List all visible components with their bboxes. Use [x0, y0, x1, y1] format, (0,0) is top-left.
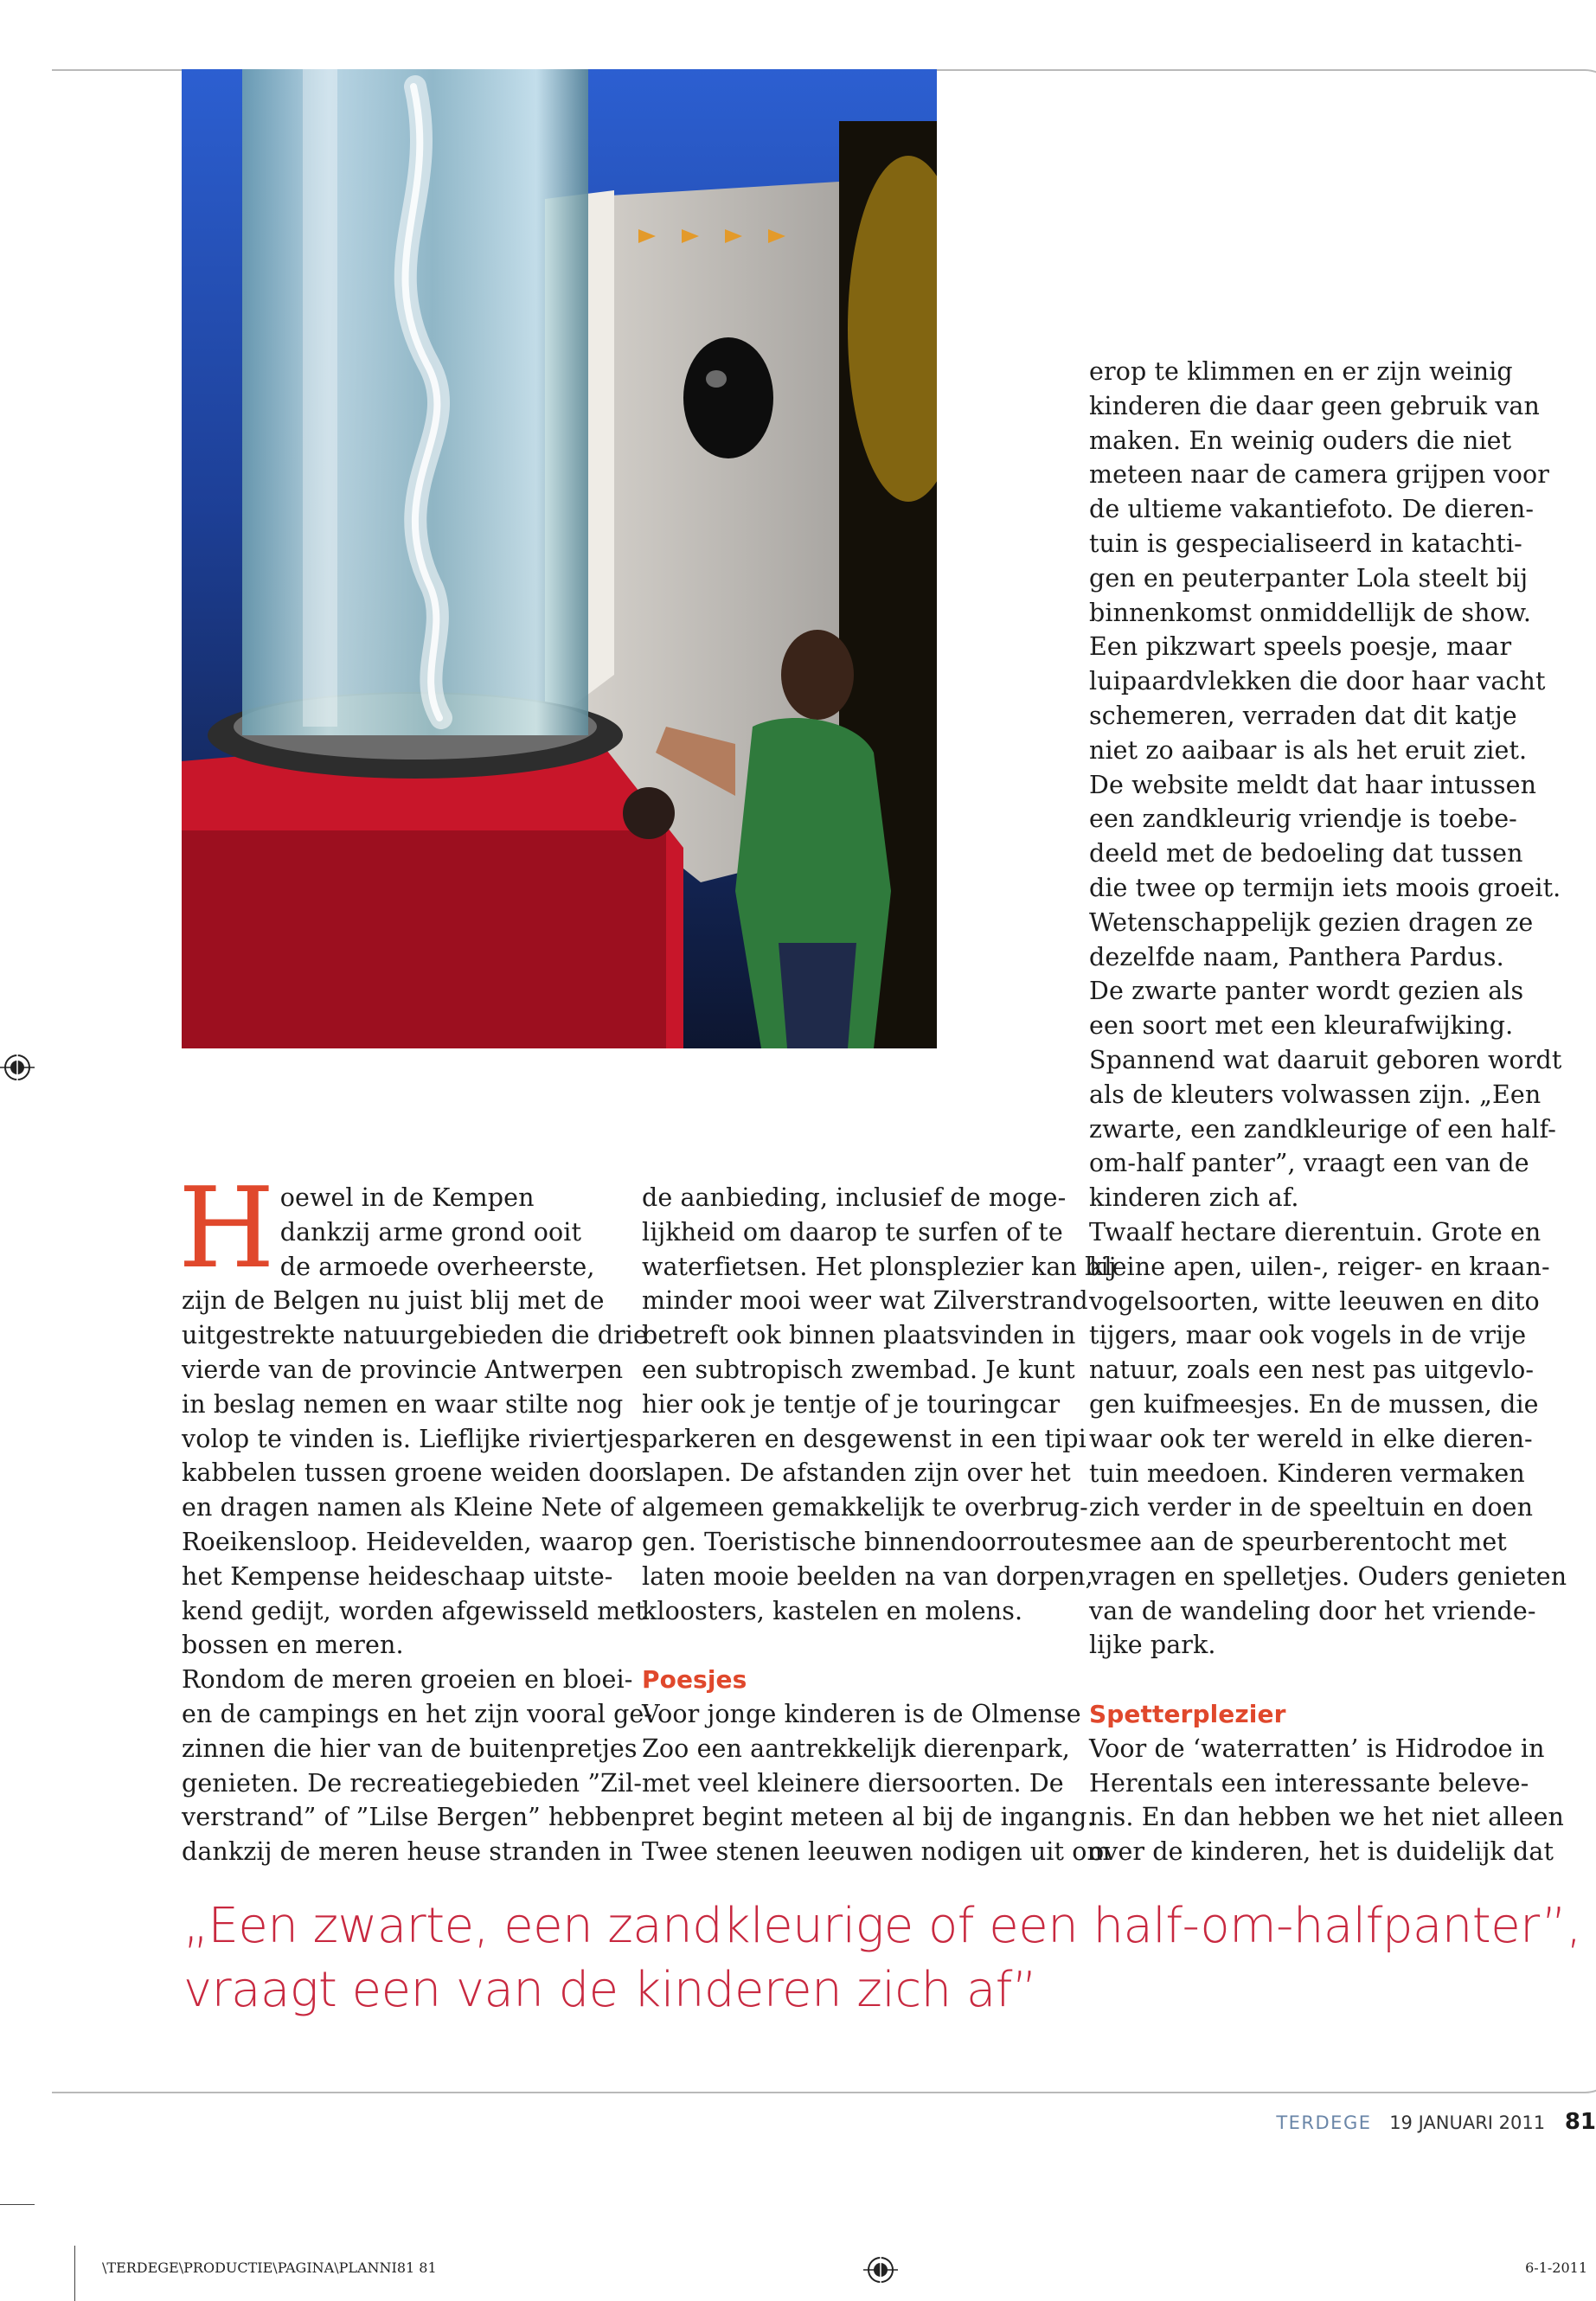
production-slug-path: \TERDEGE\PRODUCTIE\PAGINA\PLANNI81 81 — [102, 2259, 437, 2276]
article-column-1 — [178, 1164, 653, 1869]
text-line: vogelsoorten, witte leeuwen en dito — [1089, 1286, 1540, 1316]
section-subheading: Poesjes — [642, 1665, 747, 1695]
text-line: verstrand” of ”Lilse Bergen” hebben — [182, 1803, 642, 1832]
text-line: mee aan de speurberentocht met — [1089, 1528, 1507, 1557]
text-line: de aanbieding, inclusief de moge- — [642, 1183, 1067, 1212]
text-line: bossen en meren. — [182, 1631, 404, 1660]
crop-mark-left — [0, 2204, 35, 2205]
text-line: Zoo een aantrekkelijk dierenpark, — [642, 1734, 1070, 1763]
text-line: en de campings en het zijn vooral ge- — [182, 1699, 653, 1728]
text-line: zich verder in de speeltuin en doen — [1089, 1493, 1534, 1522]
text-line: volop te vinden is. Lieflijke riviertjes — [182, 1424, 643, 1453]
text-line: kinderen die daar geen gebruik van — [1089, 391, 1540, 420]
article-column-2 — [642, 1181, 1117, 1869]
text-line: als de kleuters volwassen zijn. „Een — [1089, 1080, 1542, 1109]
text-line: het Kempense heideschaap uitste- — [182, 1561, 613, 1591]
text-line: gen kuifmeesjes. En de mussen, die — [1089, 1389, 1539, 1419]
text-line: Roeikensloop. Heidevelden, waarop — [182, 1527, 633, 1556]
text-line: kend gedijt, worden afgewisseld met — [182, 1596, 645, 1625]
page-number: 81 — [1564, 2109, 1596, 2135]
pull-quote-line: vraagt een van de kinderen zich af” — [183, 1962, 1037, 2018]
article-column-3 — [1089, 355, 1567, 1869]
text-line: lijkheid om daarop te surfen of te — [642, 1217, 1063, 1247]
drop-cap: H — [178, 1164, 275, 1293]
bottom-rule-corner — [1548, 2041, 1596, 2093]
text-line: zijn de Belgen nu juist blij met de — [182, 1286, 605, 1316]
text-line: een soort met een kleurafwijking. — [1089, 1011, 1514, 1041]
text-line: laten mooie beelden na van dorpen, — [642, 1561, 1093, 1591]
section-subheading: Spetterplezier — [1089, 1700, 1286, 1729]
text-line: minder mooi weer wat Zilverstrand — [642, 1286, 1088, 1316]
text-line: Twaalf hectare dierentuin. Grote en — [1089, 1217, 1542, 1247]
text-line: pret begint meteen al bij de ingang. — [642, 1803, 1095, 1832]
text-line: zwarte, een zandkleurige of een half- — [1089, 1114, 1556, 1144]
text-line: van de wandeling door het vriende- — [1089, 1596, 1536, 1625]
text-line: met veel kleinere diersoorten. De — [642, 1768, 1064, 1798]
text-line: Herentals een interessante beleve- — [1089, 1768, 1529, 1798]
production-slug-date: 6-1-2011 — [1525, 2259, 1587, 2276]
text-line: schemeren, verraden dat dit katje — [1089, 701, 1517, 730]
text-line: dankzij arme grond ooit — [279, 1217, 582, 1247]
article-photo — [182, 69, 937, 1048]
text-line: lijke park. — [1089, 1631, 1216, 1660]
text-line: om-half panter”, vraagt een van de — [1089, 1149, 1529, 1178]
text-line: de armoede overheerste, — [279, 1252, 595, 1281]
text-line: Voor de ‘waterratten’ is Hidrodoe in — [1089, 1734, 1545, 1763]
text-line: luipaardvlekken die door haar vacht — [1089, 667, 1546, 696]
text-line: kinderen zich af. — [1089, 1183, 1299, 1213]
text-line: vragen en spelletjes. Ouders genieten — [1089, 1561, 1567, 1591]
text-line: De website meldt dat haar intussen — [1089, 770, 1537, 799]
text-line: een zandkleurig vriendje is toebe- — [1089, 804, 1517, 834]
bottom-rule — [52, 2092, 1573, 2093]
pull-quote-line: „Een zwarte, een zandkleurige of een half-om-halfpanter”, — [183, 1898, 1581, 1954]
text-line: dankzij de meren heuse stranden in — [182, 1837, 633, 1867]
text-line: parkeren en desgewenst in een tipi — [642, 1424, 1086, 1453]
text-line: maken. En weinig ouders die niet — [1089, 426, 1512, 455]
text-line: betreft ook binnen plaatsvinden in — [642, 1321, 1076, 1350]
text-line: een subtropisch zwembad. Je kunt — [642, 1355, 1075, 1384]
text-line: meteen naar de camera grijpen voor — [1089, 460, 1549, 490]
text-line: deeld met de bedoeling dat tussen — [1089, 839, 1523, 868]
text-line: De zwarte panter wordt gezien als — [1089, 977, 1524, 1006]
text-line: slapen. De afstanden zijn over het — [642, 1458, 1071, 1488]
text-line: tuin is gespecialiseerd in katachti- — [1089, 529, 1522, 558]
text-line: Voor jonge kinderen is de Olmense — [642, 1699, 1081, 1728]
registration-mark-icon — [863, 2253, 898, 2287]
text-line: Twee stenen leeuwen nodigen uit om — [642, 1837, 1111, 1867]
text-line: erop te klimmen en er zijn weinig — [1089, 357, 1513, 386]
text-line: over de kinderen, het is duidelijk dat — [1089, 1837, 1554, 1867]
text-line: uitgestrekte natuurgebieden die drie — [182, 1321, 648, 1350]
text-line: die twee op termijn iets moois groeit. — [1089, 873, 1561, 902]
text-line: algemeen gemakkelijk te overbrug- — [642, 1493, 1088, 1522]
text-line: niet zo aaibaar is als het eruit ziet. — [1089, 735, 1528, 765]
text-line: tuin meedoen. Kinderen vermaken — [1089, 1458, 1525, 1488]
page-footer — [1077, 2109, 1596, 2135]
text-line: waterfietsen. Het plonsplezier kan bij — [642, 1252, 1117, 1281]
text-line: oewel in de Kempen — [279, 1183, 535, 1212]
text-line: dezelfde naam, Panthera Pardus. — [1089, 942, 1504, 971]
text-line: binnenkomst onmiddellijk de show. — [1089, 598, 1532, 627]
top-rule-corner — [1548, 69, 1596, 123]
pull-quote — [183, 1894, 1581, 2022]
text-line: Spannend wat daaruit geboren wordt — [1089, 1045, 1562, 1074]
text-line: kleine apen, uilen-, reiger- en kraan- — [1089, 1252, 1550, 1281]
text-line: kabbelen tussen groene weiden door — [182, 1458, 647, 1488]
text-line: de ultieme vakantiefoto. De dieren- — [1089, 495, 1535, 524]
text-line: gen en peuterpanter Lola steelt bij — [1089, 563, 1529, 593]
text-line: genieten. De recreatiegebieden ”Zil- — [182, 1768, 643, 1798]
text-line: hier ook je tentje of je touringcar — [642, 1389, 1061, 1419]
text-line: Rondom de meren groeien en bloei- — [182, 1665, 633, 1695]
photo-illustration — [182, 69, 937, 1048]
text-line: nis. En dan hebben we het niet alleen — [1089, 1803, 1564, 1832]
text-line: Een pikzwart speels poesje, maar — [1089, 632, 1512, 662]
issue-date: 19 JANUARI 2011 — [1389, 2112, 1546, 2133]
text-line: gen. Toeristische binnendoorroutes — [642, 1527, 1089, 1556]
registration-mark-icon — [0, 1050, 35, 1085]
text-line: vierde van de provincie Antwerpen — [182, 1355, 624, 1384]
text-line: natuur, zoals een nest pas uitgevlo- — [1089, 1356, 1535, 1385]
magazine-name: TERDEGE — [1276, 2112, 1372, 2133]
text-line: Wetenschappelijk gezien dragen ze — [1089, 907, 1534, 937]
text-line: waar ook ter wereld in elke dieren- — [1089, 1424, 1533, 1453]
text-line: tijgers, maar ook vogels in de vrije — [1089, 1321, 1527, 1350]
text-line: en dragen namen als Kleine Nete of — [182, 1493, 635, 1522]
crop-mark-bottom — [74, 2246, 75, 2301]
text-line: in beslag nemen en waar stilte nog — [182, 1389, 624, 1419]
text-line: zinnen die hier van de buitenpretjes — [182, 1734, 638, 1763]
text-line: kloosters, kastelen en molens. — [642, 1596, 1023, 1625]
